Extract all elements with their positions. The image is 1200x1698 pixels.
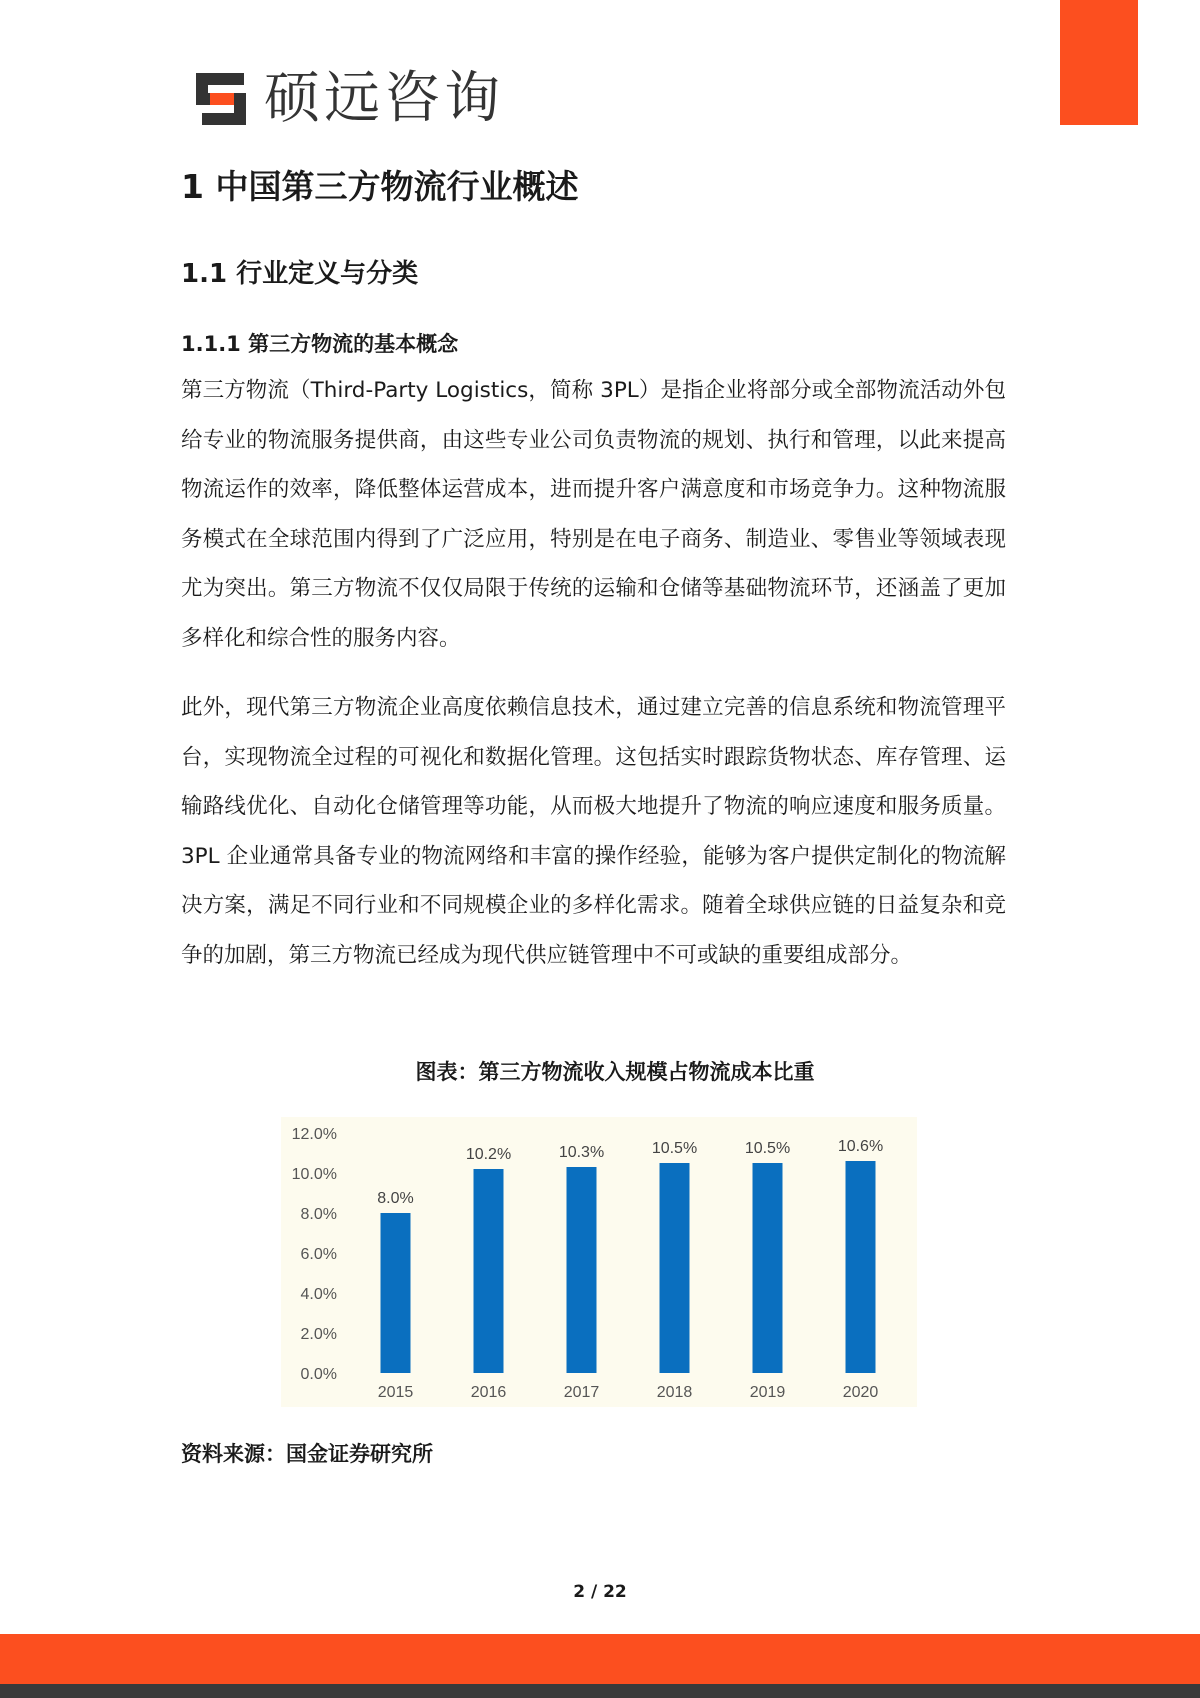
bar-value-label: 8.0%: [377, 1190, 414, 1207]
bar-value-label: 10.5%: [744, 1140, 791, 1157]
brand-mark-icon: [196, 73, 252, 125]
bar-2017: [567, 1167, 597, 1373]
brand-name: 硕远咨询: [264, 66, 504, 131]
y-tick-label: 4.0%: [300, 1286, 337, 1303]
y-tick-label: 2.0%: [300, 1326, 337, 1343]
bar-value-label: 10.3%: [558, 1144, 605, 1161]
x-tick-label: 2015: [377, 1384, 414, 1401]
bar-2016: [474, 1169, 504, 1373]
figure-title: 图表：第三方物流收入规模占物流成本比重: [415, 1060, 815, 1084]
footer-accent-bar: [0, 1634, 1200, 1684]
y-tick-label: 8.0%: [300, 1206, 337, 1223]
x-tick-label: 2019: [749, 1384, 786, 1401]
x-tick-label: 2017: [563, 1384, 600, 1401]
y-tick-label: 12.0%: [291, 1126, 337, 1143]
body-paragraph-1: 第三方物流（Third-Party Logistics，简称 3PL）是指企业将部分或全部物流活动外包给专业的物流服务提供商，由这些专业公司负责物流的规划、执行和管理，以此来提高物流运作的效率，降低整体运营成本，进而提升客户满意度和市场竞争力。这种物流服务模式在全球范围内得到了广泛应用，特别是在电子商务、制造业、零售业等领域表现尤为突出。第三方物流不仅仅局限于传统的运输和仓储等基础物流环节，还涵盖了更加多样化和综合性的服务内容。: [181, 378, 1006, 651]
y-tick-label: 6.0%: [300, 1246, 337, 1263]
bar-2015: [381, 1213, 411, 1373]
body-paragraph-2: 此外，现代第三方物流企业高度依赖信息技术，通过建立完善的信息系统和物流管理平台，实现物流全过程的可视化和数据化管理。这包括实时跟踪货物状态、库存管理、运输路线优化、自动化仓储管理等功能，从而极大地提升了物流的响应速度和服务质量。3PL 企业通常具备专业的物流网络和丰富的操作经验，能够为客户提供定制化的物流解决方案，满足不同行业和不同规模企业的多样化需求。随着全球供应链的日益复杂和竞争的加剧，第三方物流已经成为现代供应链管理中不可或缺的重要组成部分。: [181, 695, 1006, 968]
y-tick-label: 0.0%: [300, 1366, 337, 1383]
bar-2019: [753, 1163, 783, 1373]
source-note: 资料来源：国金证券研究所: [181, 1442, 433, 1466]
bar-value-label: 10.5%: [651, 1140, 698, 1157]
subsection-heading: 1.1.1 第三方物流的基本概念: [181, 332, 459, 356]
x-tick-label: 2020: [842, 1384, 879, 1401]
bar-2018: [660, 1163, 690, 1373]
section-heading: 1.1 行业定义与分类: [181, 259, 419, 289]
corner-accent-block: [1060, 0, 1138, 125]
x-tick-label: 2016: [470, 1384, 507, 1401]
bar-2020: [846, 1161, 876, 1373]
y-tick-label: 10.0%: [291, 1166, 337, 1183]
chapter-heading: 1 中国第三方物流行业概述: [181, 167, 579, 206]
bar-value-label: 10.2%: [465, 1146, 512, 1163]
x-tick-label: 2018: [656, 1384, 693, 1401]
brand-logo: [196, 64, 504, 134]
footer-dark-strip: [0, 1684, 1200, 1698]
page-number: 2 / 22: [573, 1582, 627, 1602]
bar-chart: [281, 1117, 917, 1407]
bar-value-label: 10.6%: [837, 1138, 884, 1155]
